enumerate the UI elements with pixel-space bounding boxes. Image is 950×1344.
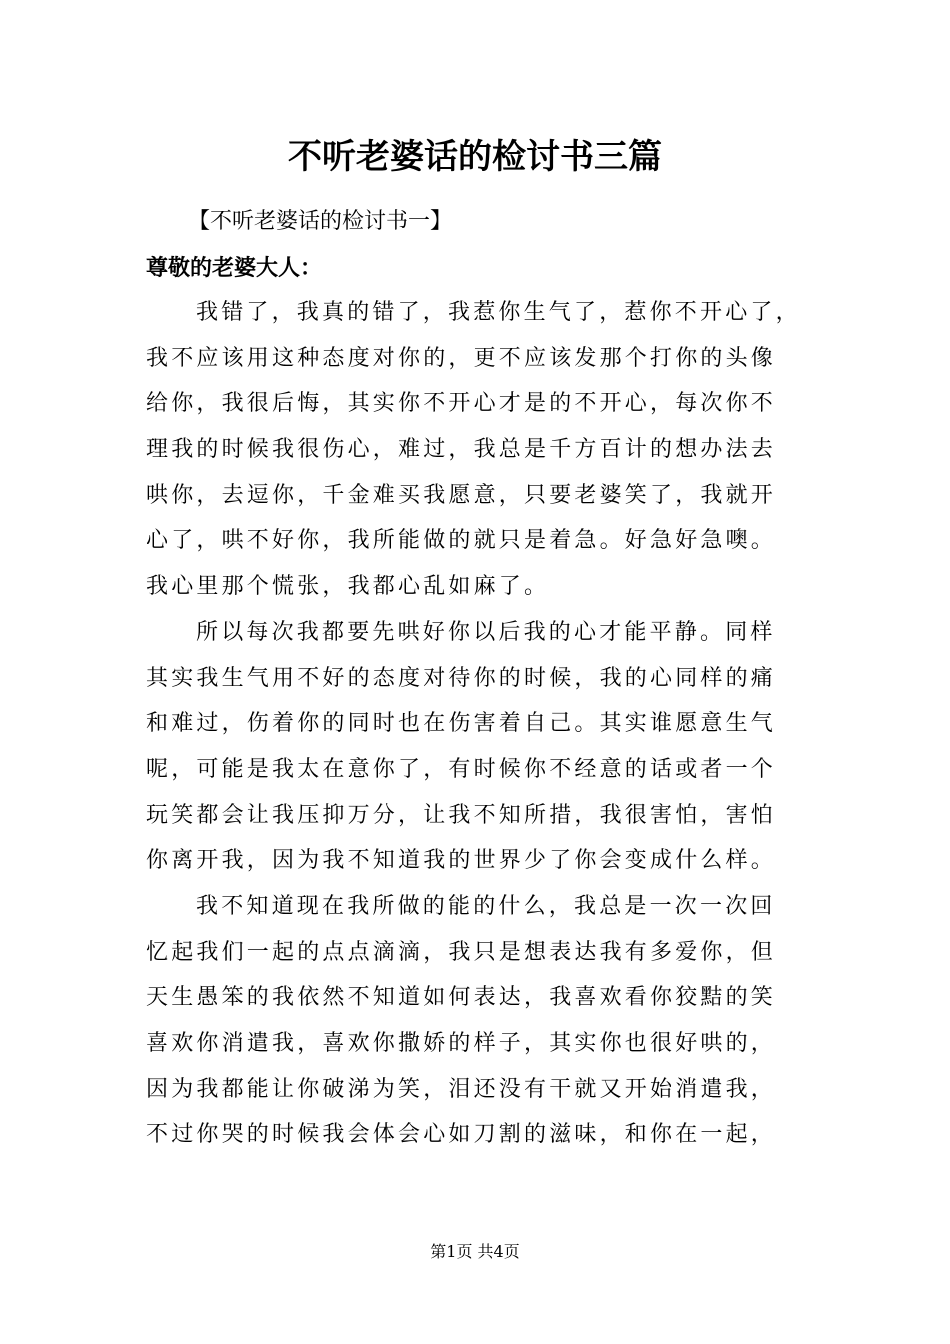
salutation: 尊敬的老婆大人： bbox=[146, 255, 323, 281]
text-line: 不过你哭的时候我会体会心如刀割的滋味，和你在一起， bbox=[146, 1122, 777, 1148]
text-line: 呢，可能是我太在意你了，有时候你不经意的话或者一个 bbox=[146, 756, 777, 782]
document-title: 不听老婆话的检讨书三篇 bbox=[288, 137, 662, 177]
text-line: 玩笑都会让我压抑万分，让我不知所措，我很害怕，害怕 bbox=[146, 802, 777, 828]
text-line: 我不应该用这种态度对你的，更不应该发那个打你的头像 bbox=[146, 345, 777, 371]
text-line: 你离开我，因为我不知道我的世界少了你会变成什么样。 bbox=[146, 848, 777, 874]
text-line: 天生愚笨的我依然不知道如何表达，我喜欢看你狡黠的笑 bbox=[146, 985, 777, 1011]
page-footer: 第1页 共4页 bbox=[430, 1242, 520, 1261]
text-line: 因为我都能让你破涕为笑，泪还没有干就又开始消遣我， bbox=[146, 1076, 777, 1102]
text-line: 哄你，去逗你，千金难买我愿意，只要老婆笑了，我就开 bbox=[146, 482, 777, 508]
text-line: 所以每次我都要先哄好你以后我的心才能平静。同样 bbox=[196, 619, 776, 645]
text-line: 和难过，伤着你的同时也在伤害着自己。其实谁愿意生气 bbox=[146, 711, 777, 737]
text-line: 我不知道现在我所做的能的什么，我总是一次一次回 bbox=[196, 893, 776, 919]
text-line: 我心里那个慌张，我都心乱如麻了。 bbox=[146, 574, 550, 600]
text-line: 喜欢你消遣我，喜欢你撒娇的样子，其实你也很好哄的， bbox=[146, 1031, 777, 1056]
text-line: 忆起我们一起的点点滴滴，我只是想表达我有多爱你，但 bbox=[146, 939, 777, 965]
text-line: 我错了，我真的错了，我惹你生气了，惹你不开心了， bbox=[196, 300, 801, 325]
text-line: 给你，我很后悔，其实你不开心才是的不开心，每次你不 bbox=[146, 391, 777, 417]
letter-body bbox=[146, 296, 836, 1164]
text-line: 理我的时候我很伤心，难过，我总是千方百计的想办法去 bbox=[146, 437, 777, 463]
text-line: 心了，哄不好你，我所能做的就只是着急。好急好急噢。 bbox=[146, 528, 777, 554]
section-heading: 【不听老婆话的检讨书一】 bbox=[188, 209, 453, 234]
text-line: 其实我生气用不好的态度对待你的时候，我的心同样的痛 bbox=[146, 665, 777, 691]
